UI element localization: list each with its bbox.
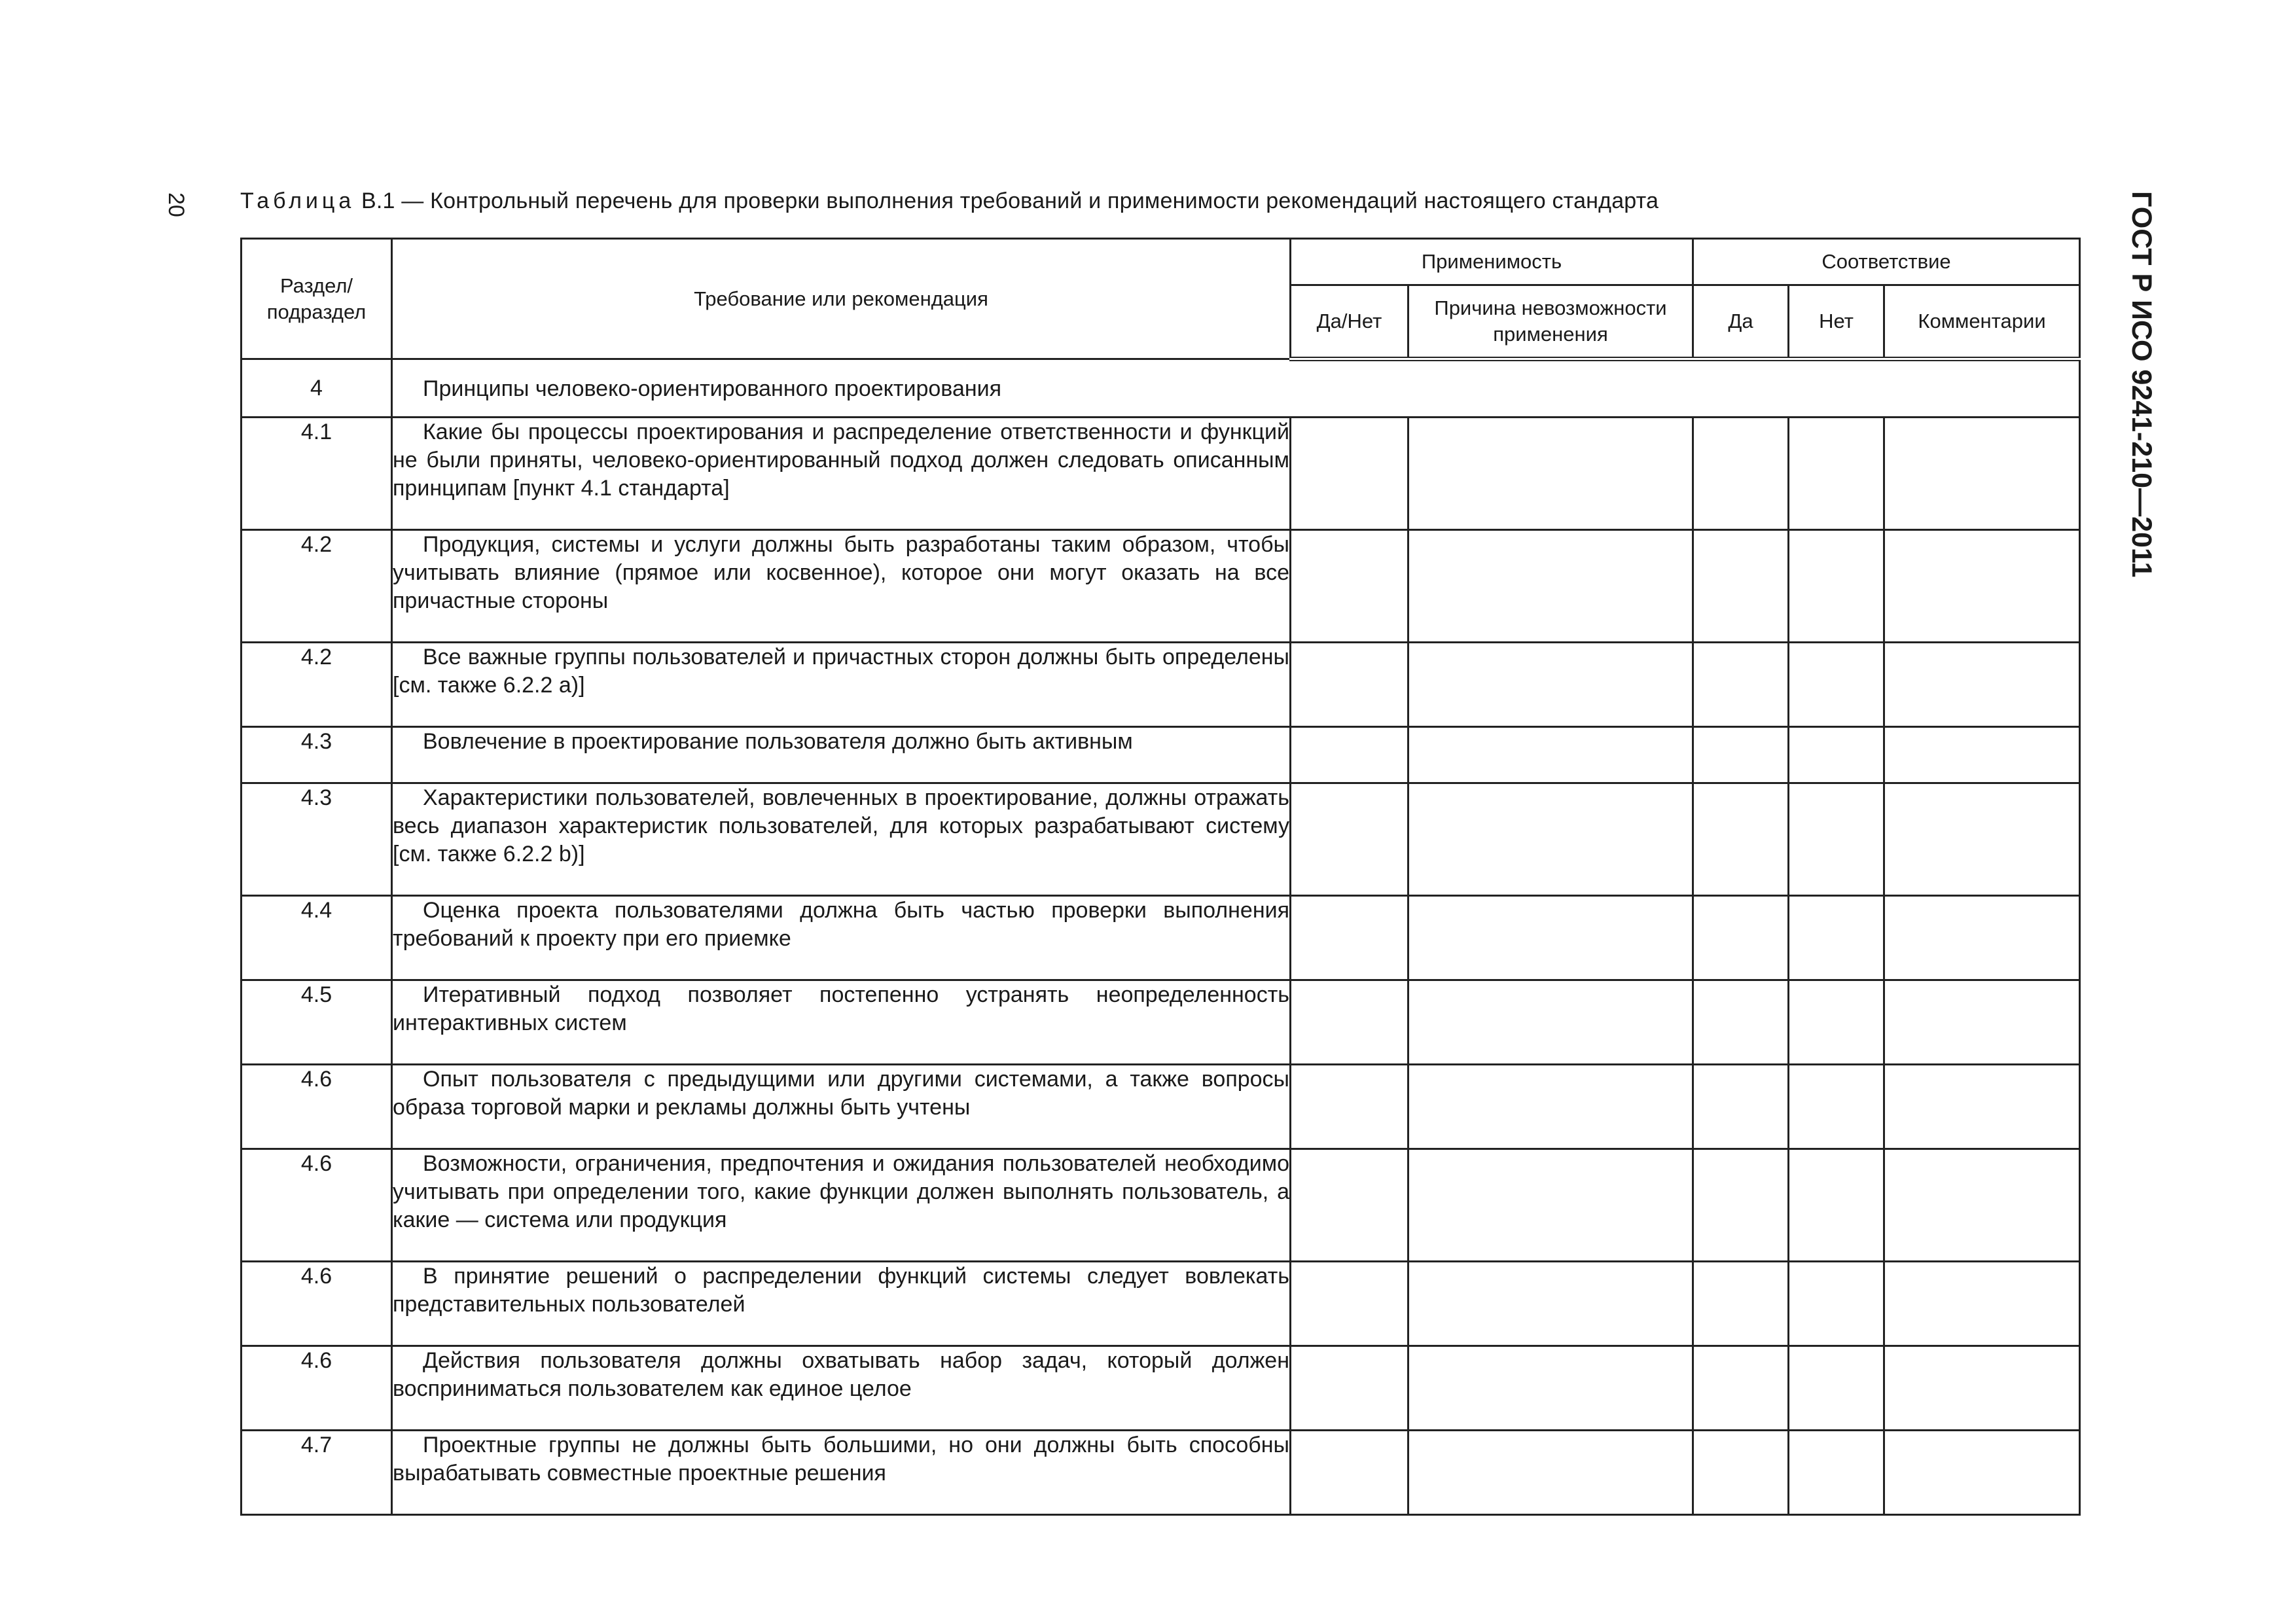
header-applicability: Применимость [1291,239,1693,285]
cell-applicability-yes-no[interactable] [1291,980,1408,1065]
cell-compliance-yes[interactable] [1693,1346,1789,1431]
row-requirement: Проектные группы не должны быть большими, но они должны быть способны вырабатывать совместные проектные решения [392,1431,1291,1515]
table-row [242,1431,2080,1515]
cell-compliance-yes[interactable] [1693,1149,1789,1262]
cell-applicability-reason[interactable] [1408,418,1693,530]
cell-applicability-reason[interactable] [1408,896,1693,980]
cell-compliance-yes[interactable] [1693,1262,1789,1346]
table-row [242,980,2080,1065]
row-section: 4.6 [242,1065,392,1149]
checklist-table [240,238,2081,1516]
row-requirement: Все важные группы пользователей и причастных сторон должны быть определены [см. также 6.2.2 а)] [392,643,1291,727]
cell-applicability-yes-no[interactable] [1291,643,1408,727]
table-row [242,1346,2080,1431]
cell-compliance-comments[interactable] [1884,1149,2080,1262]
cell-compliance-no[interactable] [1789,783,1884,896]
cell-compliance-comments[interactable] [1884,1346,2080,1431]
row-requirement: Вовлечение в проектирование пользователя должно быть активным [392,727,1291,783]
cell-compliance-comments[interactable] [1884,980,2080,1065]
cell-compliance-yes[interactable] [1693,727,1789,783]
cell-compliance-comments[interactable] [1884,783,2080,896]
row-requirement: Продукция, системы и услуги должны быть разработаны таким образом, чтобы учитывать влияние (прямое или косвенное), которое они могут оказать на все причастные стороны [392,530,1291,643]
cell-compliance-yes[interactable] [1693,783,1789,896]
cell-applicability-reason[interactable] [1408,980,1693,1065]
cell-compliance-comments[interactable] [1884,1262,2080,1346]
cell-compliance-yes[interactable] [1693,1065,1789,1149]
table-row [242,727,2080,783]
row-requirement: Возможности, ограничения, предпочтения и ожидания пользователей необходимо учитывать при определении того, какие функции должен выполнять пользователь, а какие — система или продукция [392,1149,1291,1262]
document-designation: ГОСТ Р ИСО 9241-210—2011 [2126,191,2157,578]
table-row [242,896,2080,980]
cell-applicability-reason[interactable] [1408,1262,1693,1346]
row-section: 4.7 [242,1431,392,1515]
cell-compliance-yes[interactable] [1693,1431,1789,1515]
table-row [242,643,2080,727]
cell-compliance-no[interactable] [1789,530,1884,643]
section-title: Принципы человеко-ориентированного проектирования [392,359,2080,418]
cell-compliance-no[interactable] [1789,1346,1884,1431]
row-requirement: Опыт пользователя с предыдущими или другими системами, а также вопросы образа торговой марки и рекламы должны быть учтены [392,1065,1291,1149]
cell-compliance-no[interactable] [1789,1149,1884,1262]
cell-compliance-no[interactable] [1789,1262,1884,1346]
cell-compliance-comments[interactable] [1884,418,2080,530]
row-section: 4.5 [242,980,392,1065]
cell-compliance-yes[interactable] [1693,980,1789,1065]
header-section: Раздел/ подраздел [242,239,392,359]
row-section: 4.6 [242,1346,392,1431]
table-row [242,418,2080,530]
cell-compliance-comments[interactable] [1884,896,2080,980]
cell-applicability-yes-no[interactable] [1291,783,1408,896]
cell-applicability-reason[interactable] [1408,530,1693,643]
table-caption [240,188,1659,214]
cell-applicability-reason[interactable] [1408,727,1693,783]
cell-applicability-yes-no[interactable] [1291,1149,1408,1262]
row-requirement: Характеристики пользователей, вовлеченных в проектирование, должны отражать весь диапазон характеристик пользователей, для которых разрабатывают систему [см. также 6.2.2 b)] [392,783,1291,896]
table-row [242,783,2080,896]
section-number: 4 [242,359,392,418]
cell-compliance-no[interactable] [1789,643,1884,727]
row-section: 4.3 [242,783,392,896]
row-section: 4.1 [242,418,392,530]
cell-applicability-yes-no[interactable] [1291,896,1408,980]
header-applicability-yes-no: Да/Нет [1291,285,1408,359]
cell-compliance-yes[interactable] [1693,530,1789,643]
cell-compliance-yes[interactable] [1693,643,1789,727]
section-row [242,359,2080,418]
cell-applicability-yes-no[interactable] [1291,530,1408,643]
cell-applicability-yes-no[interactable] [1291,727,1408,783]
table-row [242,1262,2080,1346]
cell-compliance-yes[interactable] [1693,896,1789,980]
cell-compliance-no[interactable] [1789,1065,1884,1149]
cell-applicability-yes-no[interactable] [1291,1431,1408,1515]
cell-compliance-comments[interactable] [1884,727,2080,783]
row-section: 4.3 [242,727,392,783]
cell-compliance-comments[interactable] [1884,1065,2080,1149]
caption-prefix: Таблица [240,188,355,213]
page-number: 20 [164,192,188,217]
cell-compliance-no[interactable] [1789,727,1884,783]
row-section: 4.2 [242,530,392,643]
cell-applicability-yes-no[interactable] [1291,418,1408,530]
cell-applicability-reason[interactable] [1408,1149,1693,1262]
cell-applicability-reason[interactable] [1408,643,1693,727]
row-section: 4.6 [242,1262,392,1346]
cell-compliance-no[interactable] [1789,896,1884,980]
cell-applicability-yes-no[interactable] [1291,1262,1408,1346]
row-requirement: Итеративный подход позволяет постепенно устранять неопределенность интерактивных систем [392,980,1291,1065]
cell-compliance-no[interactable] [1789,418,1884,530]
row-section: 4.6 [242,1149,392,1262]
header-applicability-reason: Причина невозможности применения [1408,285,1693,359]
cell-compliance-comments[interactable] [1884,643,2080,727]
row-section: 4.4 [242,896,392,980]
cell-applicability-reason[interactable] [1408,1065,1693,1149]
header-compliance: Соответствие [1693,239,2080,285]
cell-applicability-yes-no[interactable] [1291,1346,1408,1431]
cell-compliance-no[interactable] [1789,980,1884,1065]
row-requirement: Действия пользователя должны охватывать набор задач, который должен восприниматься пользователем как единое целое [392,1346,1291,1431]
cell-applicability-reason[interactable] [1408,1346,1693,1431]
row-requirement: Какие бы процессы проектирования и распределение ответственности и функций не были приняты, человеко-ориентированный подход должен следовать описанным принципам [пункт 4.1 стандарта] [392,418,1291,530]
row-requirement: Оценка проекта пользователями должна быть частью проверки выполнения требований к проекту при его приемке [392,896,1291,980]
table-row [242,530,2080,643]
caption-text: В.1 — Контрольный перечень для проверки выполнения требований и применимости рекомендаций настоящего стандарта [355,188,1659,213]
cell-compliance-yes[interactable] [1693,418,1789,530]
header-requirement: Требование или рекомендация [392,239,1291,359]
cell-compliance-comments[interactable] [1884,530,2080,643]
table-row [242,1065,2080,1149]
cell-applicability-yes-no[interactable] [1291,1065,1408,1149]
row-requirement: В принятие решений о распределении функций системы следует вовлекать представительных пользователей [392,1262,1291,1346]
header-compliance-comments: Комментарии [1884,285,2080,359]
table-row [242,1149,2080,1262]
header-compliance-yes: Да [1693,285,1789,359]
cell-applicability-reason[interactable] [1408,783,1693,896]
row-section: 4.2 [242,643,392,727]
cell-compliance-comments[interactable] [1884,1431,2080,1515]
cell-compliance-no[interactable] [1789,1431,1884,1515]
header-compliance-no: Нет [1789,285,1884,359]
cell-applicability-reason[interactable] [1408,1431,1693,1515]
